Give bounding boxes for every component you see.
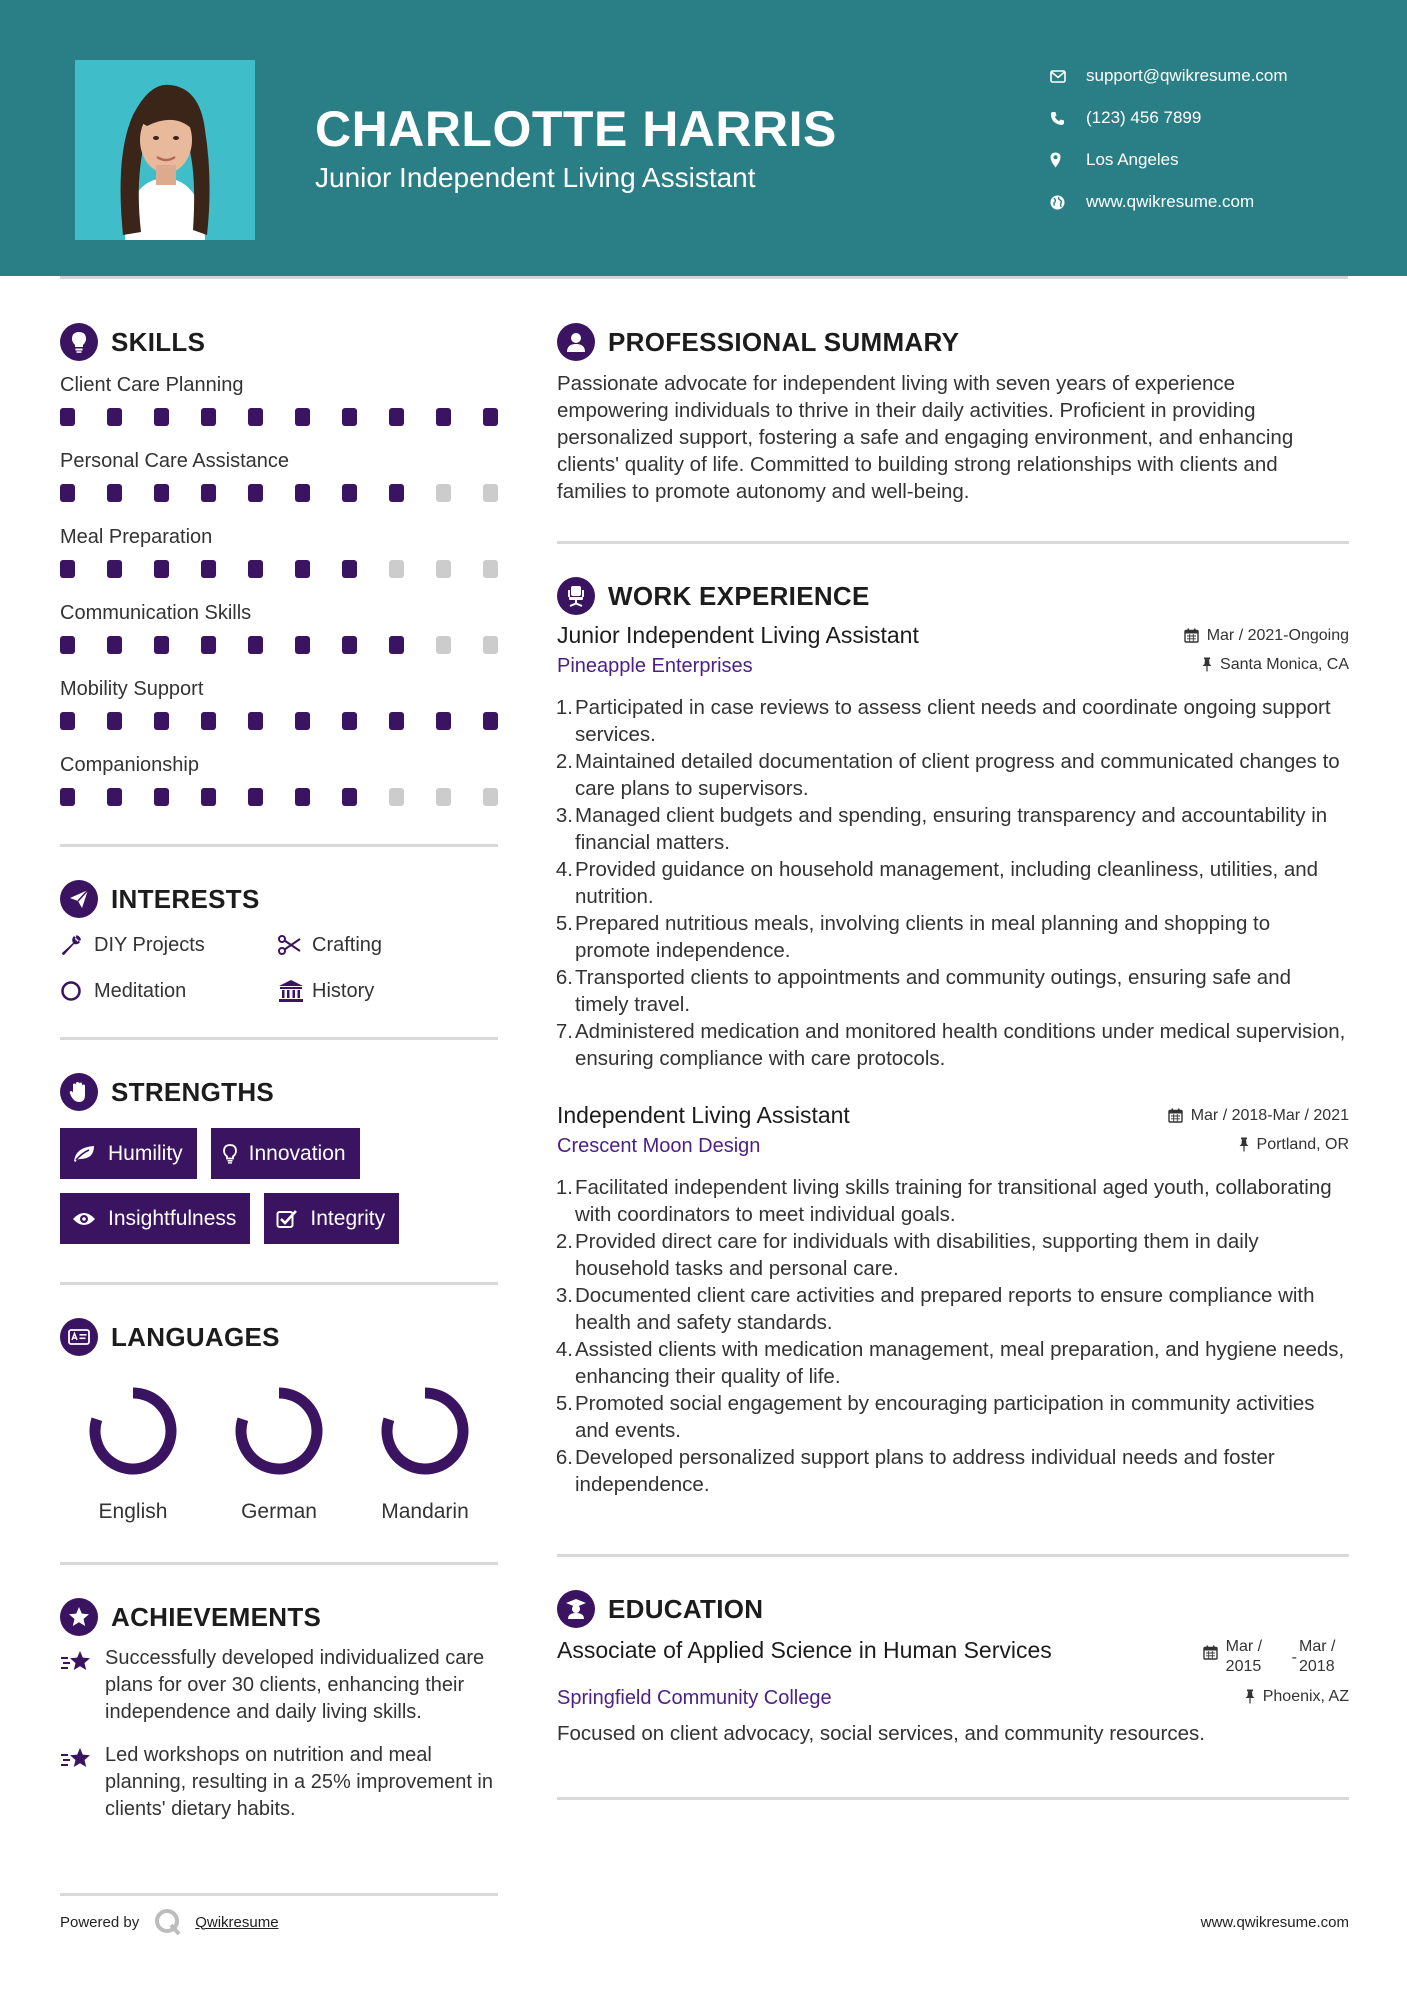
language-level-arc bbox=[95, 1393, 171, 1469]
strength-label: Insightfulness bbox=[108, 1206, 237, 1230]
education-date-end: Mar / 2018 bbox=[1299, 1638, 1336, 1675]
skill-dot-filled bbox=[60, 484, 75, 502]
skill-dot-filled bbox=[483, 408, 498, 426]
achievements-heading bbox=[60, 1595, 498, 1639]
globe-icon bbox=[1050, 191, 1086, 213]
job-title: Junior Independent Living Assistant bbox=[557, 622, 919, 648]
skill-dot-filled bbox=[295, 484, 310, 502]
contact-website-text: www.qwikresume.com bbox=[1086, 192, 1255, 211]
skill-dot-filled bbox=[107, 560, 122, 578]
summary-section bbox=[557, 320, 1349, 505]
language-level-ring bbox=[229, 1381, 329, 1481]
qwikresume-link[interactable]: Qwikresume bbox=[195, 1913, 279, 1931]
skill-dot-filled bbox=[295, 712, 310, 730]
skill-dot-filled bbox=[60, 560, 75, 578]
eye-icon bbox=[72, 1211, 96, 1227]
paper-plane-icon bbox=[60, 880, 98, 918]
lightbulb-icon bbox=[223, 1144, 237, 1164]
skill-dot-filled bbox=[295, 408, 310, 426]
skill-level-dots bbox=[60, 484, 498, 504]
strengths-section bbox=[60, 1070, 498, 1244]
skill-dot-filled bbox=[154, 408, 169, 426]
phone-icon bbox=[1050, 107, 1086, 129]
contact-email-text: support@qwikresume.com bbox=[1086, 66, 1288, 85]
calendar-icon bbox=[1184, 628, 1199, 643]
skill-dot-filled bbox=[107, 484, 122, 502]
skill-dot-filled bbox=[60, 408, 75, 426]
header-divider bbox=[60, 276, 1348, 279]
skill-dot-filled bbox=[201, 408, 216, 426]
responsibility-item: Managed client budgets and spending, ensuring transparency and accountability in financial matters. bbox=[575, 804, 1328, 854]
strengths-divider bbox=[60, 1282, 498, 1285]
language-card-icon bbox=[60, 1318, 98, 1356]
education-date bbox=[1203, 1637, 1349, 1677]
summary-text: Passionate advocate for independent living with seven years of experience empowering individuals to thrive in their daily activities. Proficient in providing personalized support, fostering a safe and engaging environment, and enhancing clients' quality of life. Committed to building strong relationships with clients and families to promote autonomy and well-being. bbox=[557, 372, 1294, 503]
skill-dot-filled bbox=[248, 560, 263, 578]
skill-name: Mobility Support bbox=[60, 678, 204, 700]
check-square-icon bbox=[276, 1209, 298, 1229]
calendar-icon bbox=[1168, 1108, 1183, 1123]
job-location bbox=[1202, 656, 1349, 674]
job-date-text: Mar / 2018-Mar / 2021 bbox=[1190, 1106, 1349, 1124]
contact-email[interactable] bbox=[1050, 55, 1380, 97]
skills-list bbox=[60, 374, 498, 808]
interests-list bbox=[60, 929, 498, 1007]
job-header bbox=[557, 1102, 1349, 1129]
summary-heading bbox=[557, 320, 1349, 364]
skill-dot-filled bbox=[342, 712, 357, 730]
skill-dot-filled bbox=[342, 408, 357, 426]
interest-item bbox=[60, 929, 278, 961]
strengths-list bbox=[60, 1128, 498, 1244]
skill-dot-filled bbox=[436, 712, 451, 730]
job-entry bbox=[557, 622, 1349, 1072]
skill-name: Personal Care Assistance bbox=[60, 450, 290, 472]
job-date-text: Mar / 2021-Ongoing bbox=[1206, 626, 1349, 644]
languages-title: LANGUAGES bbox=[111, 1321, 280, 1352]
skill-dot-filled bbox=[389, 484, 404, 502]
strength-badge bbox=[60, 1128, 197, 1179]
strength-label: Humility bbox=[108, 1141, 183, 1165]
job-location-text: Portland, OR bbox=[1256, 1135, 1349, 1153]
skill-dot-empty bbox=[436, 788, 451, 806]
interests-divider bbox=[60, 1037, 498, 1040]
languages-heading bbox=[60, 1315, 498, 1359]
powered-by bbox=[60, 1902, 279, 1942]
education-description: Focused on client advocacy, social services, and community resources. bbox=[557, 1722, 1205, 1745]
responsibility-item: Transported clients to appointments and community outings, ensuring safe and timely travel. bbox=[575, 966, 1292, 1016]
skill-dot-filled bbox=[248, 408, 263, 426]
qwikresume-logo-icon bbox=[153, 1907, 183, 1937]
education-date-start: Mar / 2015 bbox=[1225, 1638, 1263, 1675]
skill-dot-filled bbox=[107, 788, 122, 806]
contact-location-text: Los Angeles bbox=[1086, 150, 1179, 169]
pushpin-icon bbox=[1245, 1689, 1255, 1704]
shooting-star-icon bbox=[60, 1742, 105, 1823]
language-level-ring bbox=[83, 1381, 183, 1481]
skill-dot-empty bbox=[436, 484, 451, 502]
interest-label: DIY Projects bbox=[94, 933, 205, 956]
skills-title: SKILLS bbox=[111, 326, 206, 357]
job-subheader bbox=[557, 1135, 1349, 1158]
skill-dot-empty bbox=[483, 560, 498, 578]
pushpin-icon bbox=[1239, 1137, 1249, 1152]
language-level-arc bbox=[241, 1393, 317, 1469]
education-divider bbox=[557, 1797, 1349, 1800]
strengths-heading bbox=[60, 1070, 498, 1114]
skill-dot-empty bbox=[389, 560, 404, 578]
skill-dot-filled bbox=[60, 788, 75, 806]
language-item bbox=[206, 1381, 352, 1524]
responsibility-item: Promoted social engagement by encouraging participation in community activities and events. bbox=[575, 1392, 1315, 1442]
scissors-icon bbox=[278, 935, 312, 955]
skill-dot-empty bbox=[436, 560, 451, 578]
candidate-name: CHARLOTTE HARRIS bbox=[315, 101, 837, 157]
skill-dot-filled bbox=[201, 788, 216, 806]
skill-dot-filled bbox=[248, 788, 263, 806]
strength-badge bbox=[264, 1193, 399, 1244]
interest-label: Meditation bbox=[94, 979, 187, 1002]
education-date-separator: - bbox=[1291, 1649, 1297, 1666]
skill-dot-empty bbox=[483, 484, 498, 502]
job-title: Independent Living Assistant bbox=[557, 1102, 850, 1128]
skill-dot-filled bbox=[389, 408, 404, 426]
contact-phone[interactable] bbox=[1050, 97, 1380, 139]
skill-dot-filled bbox=[389, 712, 404, 730]
skill-dot-filled bbox=[154, 560, 169, 578]
skill-level-dots bbox=[60, 712, 498, 732]
contact-location bbox=[1050, 139, 1380, 181]
skill-dot-filled bbox=[201, 636, 216, 654]
achievements-title: ACHIEVEMENTS bbox=[111, 1601, 322, 1632]
language-name: German bbox=[241, 1500, 317, 1523]
experience-title: WORK EXPERIENCE bbox=[608, 580, 870, 611]
skill-dot-filled bbox=[389, 636, 404, 654]
language-name: Mandarin bbox=[381, 1500, 469, 1523]
achievements-section bbox=[60, 1595, 498, 1823]
map-pin-icon bbox=[1050, 149, 1086, 171]
skill-dot-empty bbox=[483, 636, 498, 654]
experience-heading bbox=[557, 574, 1349, 618]
strength-badge bbox=[211, 1128, 360, 1179]
shooting-star-icon bbox=[60, 1645, 105, 1726]
star-icon bbox=[60, 1598, 98, 1636]
achievement-item bbox=[60, 1742, 498, 1823]
education-title: EDUCATION bbox=[608, 1593, 764, 1624]
wrench-icon bbox=[60, 934, 94, 956]
skill-dot-filled bbox=[295, 788, 310, 806]
skill-dot-filled bbox=[342, 788, 357, 806]
responsibility-item: Administered medication and monitored health conditions under medical supervision, ensuring compliance with care protocols. bbox=[575, 1020, 1346, 1070]
skill-level-dots bbox=[60, 788, 498, 808]
interest-item bbox=[60, 975, 278, 1007]
interest-label: Crafting bbox=[312, 933, 383, 956]
interests-title: INTERESTS bbox=[111, 883, 260, 914]
skill-name: Client Care Planning bbox=[60, 374, 244, 396]
skill-dot-filled bbox=[248, 712, 263, 730]
interests-section bbox=[60, 877, 498, 1007]
profile-photo bbox=[75, 60, 255, 240]
graduate-icon bbox=[557, 1590, 595, 1628]
school-name: Springfield Community College bbox=[557, 1687, 832, 1709]
skill-dot-filled bbox=[436, 408, 451, 426]
skills-heading bbox=[60, 320, 498, 364]
pushpin-icon bbox=[1202, 657, 1212, 672]
bank-icon bbox=[278, 979, 312, 1003]
skill-level-dots bbox=[60, 636, 498, 656]
resume-header bbox=[0, 0, 1407, 276]
responsibility-item: Assisted clients with medication management, meal preparation, and hygiene needs, enhancing their quality of life. bbox=[575, 1338, 1345, 1388]
circle-icon bbox=[60, 980, 94, 1002]
job-location-text: Santa Monica, CA bbox=[1220, 655, 1349, 673]
contact-phone-text: (123) 456 7899 bbox=[1086, 108, 1202, 127]
education-location bbox=[1245, 1688, 1349, 1706]
responsibility-item: Prepared nutritious meals, involving clients in meal planning and shopping to promote independence. bbox=[575, 912, 1271, 962]
footer-divider bbox=[60, 1893, 498, 1896]
achievement-item bbox=[60, 1645, 498, 1726]
skill-dot-empty bbox=[483, 788, 498, 806]
skill-dot-filled bbox=[154, 484, 169, 502]
education-header bbox=[557, 1635, 1349, 1677]
skill-dot-filled bbox=[342, 636, 357, 654]
job-subheader bbox=[557, 655, 1349, 678]
left-column bbox=[60, 320, 498, 1823]
skill-dot-filled bbox=[342, 484, 357, 502]
skill-dot-filled bbox=[248, 636, 263, 654]
job-header bbox=[557, 622, 1349, 649]
candidate-role: Junior Independent Living Assistant bbox=[315, 162, 756, 193]
skills-section bbox=[60, 320, 498, 808]
skill-dot-filled bbox=[201, 484, 216, 502]
job-entry bbox=[557, 1102, 1349, 1498]
skill-dot-filled bbox=[107, 408, 122, 426]
language-name: English bbox=[98, 1500, 168, 1523]
footer-website[interactable]: www.qwikresume.com bbox=[1200, 1913, 1349, 1931]
company-name: Pineapple Enterprises bbox=[557, 655, 753, 677]
right-column bbox=[557, 320, 1349, 1800]
powered-by-label: Powered by bbox=[60, 1913, 140, 1931]
skill-dot-filled bbox=[201, 560, 216, 578]
responsibility-item: Maintained detailed documentation of client progress and communicated changes to care plans to supervisors. bbox=[575, 750, 1340, 800]
skill-dot-filled bbox=[107, 636, 122, 654]
experience-divider bbox=[557, 1554, 1349, 1557]
skill-dot-filled bbox=[295, 636, 310, 654]
education-subheader bbox=[557, 1687, 1349, 1710]
skill-name: Communication Skills bbox=[60, 602, 252, 624]
responsibility-item: Provided guidance on household management, including cleanliness, utilities, and nutrition. bbox=[575, 858, 1319, 908]
education-section bbox=[557, 1587, 1349, 1747]
hand-icon bbox=[60, 1073, 98, 1111]
skill-dot-filled bbox=[483, 712, 498, 730]
language-item bbox=[352, 1381, 498, 1524]
interest-label: History bbox=[312, 979, 375, 1002]
interest-item bbox=[278, 975, 496, 1007]
education-heading bbox=[557, 1587, 1349, 1631]
strength-label: Integrity bbox=[310, 1206, 386, 1230]
strengths-title: STRENGTHS bbox=[111, 1076, 275, 1107]
summary-title: PROFESSIONAL SUMMARY bbox=[608, 326, 960, 357]
job-date bbox=[1184, 627, 1349, 645]
language-level-ring bbox=[375, 1381, 475, 1481]
interests-heading bbox=[60, 877, 498, 921]
job-responsibilities bbox=[557, 1174, 1349, 1498]
summary-divider bbox=[557, 541, 1349, 544]
responsibility-item: Documented client care activities and prepared reports to ensure compliance with health and safety standards. bbox=[575, 1284, 1315, 1334]
envelope-icon bbox=[1050, 65, 1086, 87]
skill-dot-filled bbox=[201, 712, 216, 730]
responsibility-item: Facilitated independent living skills training for transitional aged youth, collaborating with coordinators to meet individual goals. bbox=[575, 1176, 1332, 1226]
job-responsibilities bbox=[557, 694, 1349, 1072]
achievement-text: Successfully developed individualized care plans for over 30 clients, enhancing their independence and daily living skills. bbox=[105, 1647, 485, 1723]
skill-dot-empty bbox=[436, 636, 451, 654]
achievement-text: Led workshops on nutrition and meal planning, resulting in a 25% improvement in clients' dietary habits. bbox=[105, 1744, 493, 1820]
skill-dot-filled bbox=[248, 484, 263, 502]
skill-level-dots bbox=[60, 408, 498, 428]
languages-section bbox=[60, 1315, 498, 1524]
languages-divider bbox=[60, 1562, 498, 1565]
skill-level-dots bbox=[60, 560, 498, 580]
language-item bbox=[60, 1381, 206, 1524]
languages-list bbox=[60, 1381, 498, 1524]
lightbulb-icon bbox=[60, 323, 98, 361]
education-location-text: Phoenix, AZ bbox=[1262, 1687, 1349, 1705]
interest-item bbox=[278, 929, 496, 961]
contact-list bbox=[1050, 55, 1380, 223]
skill-dot-filled bbox=[107, 712, 122, 730]
skill-dot-filled bbox=[342, 560, 357, 578]
degree-name: Associate of Applied Science in Human Services bbox=[557, 1637, 1052, 1663]
skill-dot-empty bbox=[389, 788, 404, 806]
responsibility-item: Provided direct care for individuals with disabilities, supporting them in daily household tasks and personal care. bbox=[575, 1230, 1259, 1280]
contact-website[interactable] bbox=[1050, 181, 1380, 223]
skill-dot-filled bbox=[154, 788, 169, 806]
skill-name: Meal Preparation bbox=[60, 526, 213, 548]
company-name: Crescent Moon Design bbox=[557, 1135, 761, 1157]
skill-dot-filled bbox=[295, 560, 310, 578]
user-icon bbox=[557, 323, 595, 361]
skill-name: Companionship bbox=[60, 754, 199, 776]
responsibility-item: Developed personalized support plans to address individual needs and foster independence. bbox=[575, 1446, 1275, 1496]
skill-dot-filled bbox=[60, 636, 75, 654]
language-level-arc bbox=[387, 1393, 463, 1469]
calendar-icon bbox=[1203, 1645, 1218, 1660]
job-date bbox=[1168, 1107, 1349, 1125]
skills-divider bbox=[60, 844, 498, 847]
office-chair-icon bbox=[557, 577, 595, 615]
skill-dot-filled bbox=[154, 712, 169, 730]
skill-dot-filled bbox=[154, 636, 169, 654]
experience-section bbox=[557, 574, 1349, 1498]
job-location bbox=[1239, 1136, 1349, 1154]
skill-dot-filled bbox=[60, 712, 75, 730]
strength-label: Innovation bbox=[248, 1141, 346, 1165]
strength-badge bbox=[60, 1193, 250, 1244]
leaf-icon bbox=[72, 1145, 96, 1163]
responsibility-item: Participated in case reviews to assess client needs and coordinate ongoing support services. bbox=[575, 696, 1331, 746]
